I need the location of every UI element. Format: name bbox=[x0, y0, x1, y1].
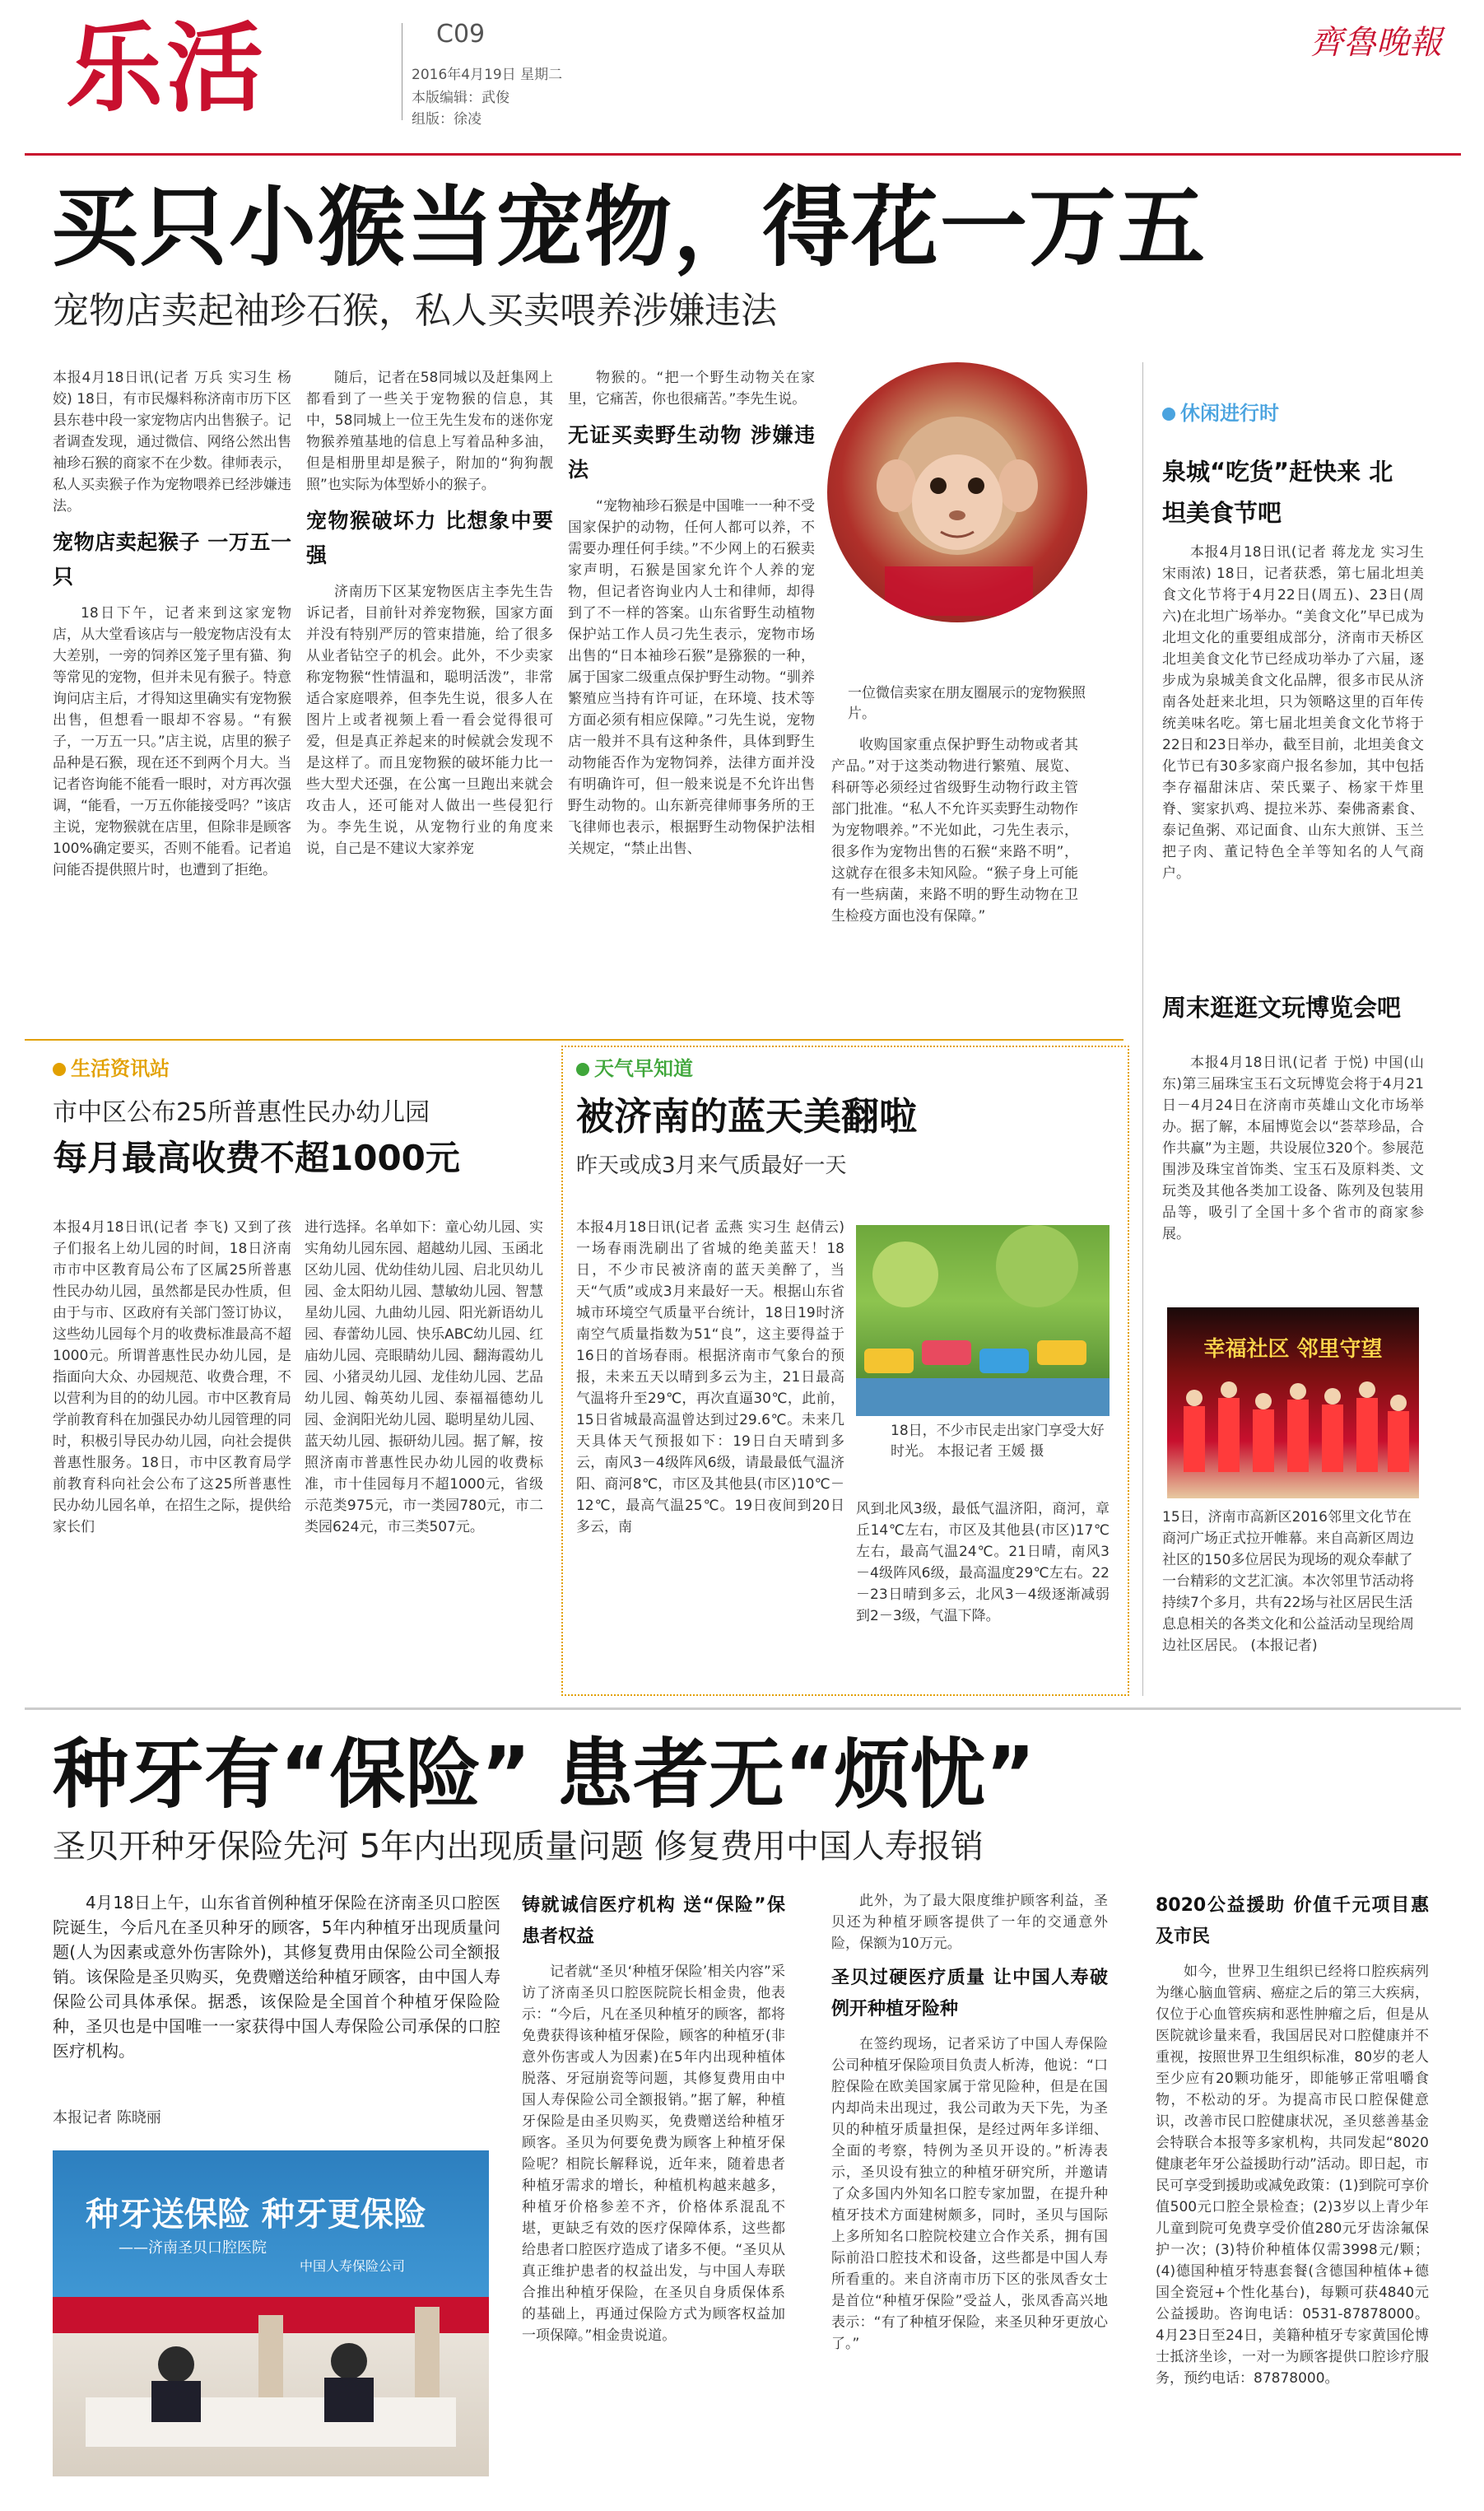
leisure-label-text: 休闲进行时 bbox=[1180, 402, 1279, 425]
community-festival-banner: 幸福社区 邻里守望 bbox=[1203, 1337, 1383, 1362]
dental-col4-text: 如今，世界卫生组织已经将口腔疾病列为继心脑血管病、癌症之后的第三大疾病，仅位于心血管疾病和恶性肿瘤之后，但是从医院就诊量来看，我国居民对口腔健康并不重视，按照世界卫生组织标准，80岁的老人至少应有20颗功能牙，即能够正常咀嚼食物，不松动的牙。为提高市民口腔保健意识，改善市民口腔健康状况，圣贝慈善基金会特联合本报等多家机构，共同发起“8020健康老年牙公益援助行动”活动。即日起，市民可享受到援助或减免政策：(1)到院可享价值500元口腔全景检查；(2)3岁以上青少年儿童到院可免费享受价值280元牙齿涂氟保护一次；(3)特价种植体仅需3998元/颗；(4)德国种植牙特惠套餐(含德国种植体+德国全瓷冠+个性化基台)，每颗可获4840元公益援助。咨询电话：0531-87878000。4月23日至24日，美籍种植牙专家黄国伦博士抵济坐诊，一对一为顾客提供口腔诊疗服务，预约电话：87878000。 bbox=[1156, 1964, 1429, 2387]
weather-subtitle: 昨天或成3月来气质最好一天 bbox=[576, 1153, 847, 1178]
weather-col2-text: 风到北风3级，最低气温济阳，商河，章丘14℃左右，市区及其他县(市区)17℃左右，最高气温24℃。21日晴，南风3－4级阵风6级，最高温度29℃左右。22－23日晴到多云，北风3－4级逐渐减弱到2－3级，气温下降。 bbox=[856, 1501, 1110, 1624]
sidebar-divider bbox=[1142, 362, 1143, 1696]
weather-photo-caption: 18日，不少市民走出家门享受大好时光。 本报记者 王媛 摄 bbox=[891, 1423, 1105, 1460]
dental-signing-photo bbox=[53, 2150, 489, 2476]
food-festival-body bbox=[1162, 542, 1424, 953]
life-info-label-text: 生活资讯站 bbox=[71, 1057, 170, 1080]
dental-col-3 bbox=[831, 1890, 1108, 2483]
weather-col1-text: 本报4月18日讯(记者 孟燕 实习生 赵倩云) 一场春雨洗刷出了省城的绝美蓝天！18日，不少市民被济南的蓝天美醉了，当天“气质”或成3月来最好一天。根据山东省城市环境空气质量平台统计，18日19时济南空气质量指数为51“良”，这主要得益于16日的首场春雨。根据济南市气象台的预报，未来五天以晴到多云为主，21日最高气温将升至29℃，再次直逼30℃，此前，15日省城最高温曾达到过29.6℃。未来几天具体天气预报如下：19日白天晴到多云，南风3－4级阵风6级，请最最低气温济阳、商河8℃，市区及其他县(市区)10℃－12℃，最高气温25℃。19日夜间到20日多云，南 bbox=[576, 1219, 844, 1535]
section-title: 乐活 bbox=[66, 12, 267, 125]
weather-title: 被济南的蓝天美翻啦 bbox=[576, 1094, 917, 1139]
page-number: C09 bbox=[436, 20, 486, 49]
monkey-col-4 bbox=[831, 734, 1078, 1009]
weather-col-1 bbox=[576, 1217, 844, 1679]
monkey-subheadline: 宠物店卖起袖珍石猴，私人买卖喂养涉嫌违法 bbox=[53, 290, 777, 332]
park-boats-icon bbox=[856, 1225, 1110, 1416]
community-festival-photo bbox=[1167, 1307, 1419, 1498]
page-layout-credit: 组版：徐凌 bbox=[412, 111, 481, 128]
food-festival-text: 本报4月18日讯(记者 蒋龙龙 实习生 宋雨浓) 18日，记者获悉，第七届北坦美食文化节将于4月22日(周五)、23日(周六)在北坦广场举办。“美食文化”早已成为北坦文化的重要组成部分，济南市天桥区北坦美食文化节已经成功举办了六届，逐步成为泉城美食文化品牌，很多市民从济南各处赶来北坦，只为领略这里的百年传统美味名吃。第七届北坦美食文化节将于22日和23日举办，截至目前，北坦美食文化节已有30多家商户报名参加，其中包括李存福甜沫店、荣氏粟子、杨家干炸里脊、窦家扒鸡、提拉米苏、秦佛斋素食、泰记鱼粥、邓记面食、山东大煎饼、玉兰把子肉、董记特色全羊等知名的人气商户。 bbox=[1162, 544, 1424, 882]
monkey-col3-body2: “宠物袖珍石猴是中国唯一一种不受国家保护的动物，任何人都可以养，不需要办理任何手续。”不少网上的石猴卖家声明，石猴是国家允许个人养的宠物，但记者咨询业内人士和律师，却得到了不一样的答案。山东省野生动植物保护站工作人员刁先生表示，宠物市场出售的“日本袖珍石猴”是猕猴的一种，属于国家二级重点保护野生动物。“驯养繁殖应当持有许可证，在环境、技术等方面必须有相应保障。”刁先生说，宠物店一般并不具有这种条件，具体到野生动物能否作为宠物饲养，法律方面并没有明确许可，但一般来说是不允许出售野生动物的。山东新亮律师事务所的王飞律师也表示，根据野生动物保护法相关规定，“禁止出售、 bbox=[568, 498, 815, 857]
monkey-photo bbox=[827, 362, 1087, 622]
dancers-icon bbox=[1167, 1307, 1419, 1498]
bullet-icon bbox=[576, 1063, 589, 1076]
dental-photo-banner-2: ——济南圣贝口腔医院 bbox=[119, 2239, 267, 2257]
kindergarten-col-2 bbox=[305, 1217, 543, 1688]
kindergarten-col2-text: 进行选择。名单如下：童心幼儿园、实实角幼儿园东园、超越幼儿园、玉函北区幼儿园、优幼佳幼儿园、启北贝幼儿园、金太阳幼儿园、慧敏幼儿园、智慧星幼儿园、九曲幼儿园、阳光新语幼儿园、春蕾幼儿园、快乐ABC幼儿园、红庙幼儿园、亮眼睛幼儿园、翻海霞幼儿园、小猪灵幼儿园、龙佳幼儿园、艺品幼儿园、翰英幼儿园、泰福福德幼儿园、金润阳光幼儿园、聪明星幼儿园、蓝天幼儿园、振研幼儿园。据了解，按照济南市普惠性民办幼儿园的收费标准，市十佳园每月不超1000元，省级示范类975元，市一类园780元，市二类园624元，市三类507元。 bbox=[305, 1219, 543, 1535]
antique-fair-body bbox=[1162, 1052, 1424, 1291]
dental-col3-text-1: 此外，为了最大限度维护顾客利益，圣贝还为种植牙顾客提供了一年的交通意外险，保额为10万元。 bbox=[831, 1893, 1108, 1952]
antique-fair-text: 本报4月18日讯(记者 于悦) 中国(山东)第三届珠宝玉石文玩博览会将于4月21日－4月24日在济南市英雄山文化市场举办。据了解，本届博览会以“荟萃珍品，合作共赢”为主题，共设展位320个。参展范围涉及珠宝首饰类、宝玉石及原料类、文玩类及其他各类加工设备、陈列及包装用品等，吸引了全国十多个省市的商家参展。 bbox=[1162, 1055, 1424, 1242]
community-festival-caption: 15日，济南市高新区2016邻里文化节在商河广场正式拉开帷幕。来自高新区周边社区的150多位居民为现场的观众奉献了一台精彩的文艺汇演。本次邻里节活动将持续7个多月，共有22场与社区居民生活息息相关的各类文化和公益活动呈现给周边社区居民。 (本报记者) bbox=[1162, 1509, 1414, 1654]
monkey-headline: 买只小猴当宠物，得花一万五 bbox=[51, 177, 1207, 278]
monkey-icon bbox=[827, 362, 1087, 622]
weather-label-text: 天气早知道 bbox=[594, 1057, 693, 1080]
dental-photo-banner-1: 种牙送保险 种牙更保险 bbox=[86, 2196, 426, 2234]
dental-col4-subhead: 8020公益援助 价值千元项目惠及市民 bbox=[1156, 1895, 1429, 1947]
paper-logo: 齊魯晚報 bbox=[1310, 24, 1442, 62]
monkey-lead: 本报4月18日讯(记者 万兵 实习生 杨姣) 18日，有市民爆料称济南市历下区县东巷中段一家宠物店内出售猴子。记者调查发现，通过微信、网络公然出售袖珍石猴的商家不在少数。律师表示，私人买卖猴子作为宠物喂养已经涉嫌违法。 bbox=[53, 370, 291, 515]
monkey-col-1 bbox=[53, 367, 291, 1009]
masthead bbox=[0, 0, 1484, 156]
dental-col-2 bbox=[522, 1890, 785, 2483]
masthead-rule bbox=[25, 153, 1461, 156]
antique-fair-title: 周末逛逛文玩博览会吧 bbox=[1162, 994, 1402, 1022]
kindergarten-col-1 bbox=[53, 1217, 291, 1688]
bullet-icon bbox=[53, 1063, 66, 1076]
monkey-col2-body2: 济南历下区某宠物医店主李先生告诉记者，目前针对养宠物猴，国家方面并没有特别严厉的管束措施，给了很多从业者钻空子的机会。此外，不少卖家称宠物猴“性情温和，聪明活泼”，非常适合家庭喂养，但李先生说，很多人在图片上或者视频上看一看会觉得很可爱，但是真正养起来的时候就会发现不是这样了。而且宠物猴的破坏能力比一些大型犬还强，在公寓一旦跑出来就会攻击人，还可能对人做出一些侵犯行为。李先生说，从宠物行业的角度来说，自己是不建议大家养宠 bbox=[306, 584, 553, 857]
mid-rule bbox=[25, 1039, 1123, 1041]
monkey-col2-subhead: 宠物猴破坏力 比想象中要强 bbox=[306, 509, 553, 567]
dental-headline: 种牙有“保险” 患者无“烦忧” bbox=[53, 1731, 1035, 1819]
bullet-icon bbox=[1162, 408, 1175, 421]
monkey-col-3 bbox=[568, 367, 815, 1009]
monkey-col3-body1: 物猴的。“把一个野生动物关在家里，它痛苦，你也很痛苦。”李先生说。 bbox=[568, 370, 815, 408]
monkey-col4-body: 收购国家重点保护野生动物或者其产品。”对于这类动物进行繁殖、展览、科研等必须经过省级野生动物行政主管部门批准。“私人不允许买卖野生动物作为宠物喂养。”不光如此，刁先生表示，很多作为宠物出售的石猴“来路不明”，这就存在很多未知风险。“猴子身上可能有一些病菌，来路不明的野生动物在卫生检疫方面也没有保障。” bbox=[831, 737, 1078, 925]
weather-photo bbox=[856, 1225, 1110, 1416]
dental-col3-subhead: 圣贝过硬医疗质量 让中国人寿破例开种植牙险种 bbox=[831, 1968, 1108, 2020]
monkey-col2-body1: 随后，记者在58同城以及赶集网上都看到了一些关于宠物猴的信息，其中，58同城上一位王先生发布的迷你宠物猴养殖基地的信息上写着品种多油，但是相册里却是猴子，附加的“狗狗靓照”也实际为体型娇小的猴子。 bbox=[306, 370, 553, 493]
kindergarten-col1-text: 本报4月18日讯(记者 李飞) 又到了孩子们报名上幼儿园的时间，18日济南市市中区教育局公布了区属25所普惠性民办幼儿园，虽然都是民办性质，但由于与市、区政府有关部门签订协议，这些幼儿园每个月的收费标准最高不超1000元。所谓普惠性民办幼儿园，是指面向大众、办园规范、收费合理，不以营利为目的的幼儿园。市中区教育局学前教育科在加强民办幼儿园管理的同时，积极引导民办幼儿园，向社会提供普惠性服务。18日，市中区教育局学前教育科向社会公布了这25所普惠性民办幼儿园名单，在招生之际，提供给家长们 bbox=[53, 1219, 291, 1535]
dental-col2-subhead: 铸就诚信医疗机构 送“保险”保患者权益 bbox=[522, 1895, 785, 1947]
dental-subheadline: 圣贝开种牙保险先河 5年内出现质量问题 修复费用中国人寿报销 bbox=[53, 1828, 984, 1866]
weather-section-label bbox=[576, 1052, 693, 1081]
issue-date: 2016年4月19日 星期二 bbox=[412, 67, 563, 83]
food-festival-title: 泉城“吃货”赶快来 北坦美食节吧 bbox=[1162, 458, 1393, 527]
kindergarten-title-1: 市中区公布25所普惠性民办幼儿园 bbox=[53, 1098, 430, 1127]
dental-lead-text: 4月18日上午，山东省首例种植牙保险在济南圣贝口腔医院诞生，今后凡在圣贝种牙的顾客，5年内种植牙出现质量问题(人为因素或意外伤害除外)，其修复费用由保险公司全额报销。该保险是圣贝购买，免费赠送给种植牙顾客，由中国人寿保险公司具体承保。据悉，该保险是全国首个种植牙保险险种，圣贝也是中国唯一一家获得中国人寿保险公司承保的口腔医疗机构。 bbox=[53, 1893, 500, 2061]
monkey-col1-subhead: 宠物店卖起猴子 一万五一只 bbox=[53, 530, 291, 589]
dental-top-rule bbox=[25, 1707, 1461, 1710]
weather-col-2 bbox=[856, 1498, 1110, 1679]
kindergarten-title-2: 每月最高收费不超1000元 bbox=[53, 1138, 460, 1178]
dental-col3-text-2: 在签约现场，记者采访了中国人寿保险公司种植牙保险项目负责人析涛，他说：“口腔保险在欧美国家属于常见险种，但是在国内却尚未出现过，我公司敢为天下先，为圣贝的种植牙质量担保，是经过两年多详细、全面的考察，特例为圣贝开设的。”析涛表示，圣贝设有独立的种植牙研究所，并邀请了众多国内外知名口腔专家加盟，在提升种植牙技术方面建树颇多，同时，圣贝与国际上多所知名口腔院校建立合作关系，拥有国际前沿口腔技术和设备，这些都是中国人寿所看重的。来自济南市历下区的张凤香女士是首位“种植牙保险”受益人，张凤香高兴地表示：“有了种植牙保险，来圣贝种牙更放心了。” bbox=[831, 2036, 1108, 2352]
monkey-col3-subhead: 无证买卖野生动物 涉嫌违法 bbox=[568, 423, 815, 482]
dental-col2-text: 记者就“圣贝‘种植牙保险’相关内容”采访了济南圣贝口腔医院院长相金贵，他表示：“今后，凡在圣贝种植牙的顾客，都将免费获得该种植牙保险，顾客的种植牙(非意外伤害或人为因素)在5年内出现种植体脱落、牙冠崩瓷等问题，其修复费用由中国人寿保险公司全额报销。”据了解，种植牙保险是由圣贝购买，免费赠送给种植牙顾客。圣贝为何要免费为顾客上种植牙保险呢？相院长解释说，近年来，随着患者种植牙需求的增长，种植机构越来越多，种植牙价格参差不齐，价格体系混乱不堪，更缺乏有效的医疗保障体系，这些都给患者口腔医疗造成了诸多不便。“圣贝从真正维护患者的权益出发，与中国人寿联合推出种植牙保险，在圣贝自身质保体系的基础上，再通过保险方式为顾客权益加一项保障。”相金贵说道。 bbox=[522, 1964, 785, 2344]
dental-photo-banner-3: 中国人寿保险公司 bbox=[300, 2258, 406, 2274]
signing-ceremony-icon bbox=[53, 2150, 489, 2476]
page-editor: 本版编辑：武俊 bbox=[412, 90, 509, 106]
monkey-photo-caption: 一位微信卖家在朋友圈展示的宠物猴照片。 bbox=[848, 685, 1086, 722]
monkey-col-2 bbox=[306, 367, 553, 1009]
life-info-section-label bbox=[53, 1052, 170, 1081]
monkey-col1-body: 18日下午，记者来到这家宠物店，从大堂看该店与一般宠物店没有太大差别，一旁的饲养区笼子里有猫、狗等常见的宠物，但并未见有猴子。特意询问店主后，才得知这里确实有宠物猴出售，但想看一眼却不容易。“有猴子，一万五一只。”店主说，店里的猴子品种是石猴，现在还不到两个月大。当记者咨询能不能看一眼时，对方再次强调，“能看，一万五你能接受吗？”该店主说，宠物猴就在店里，但除非是顾客100%确定要买，否则不能看。记者追问能否提供照片时，也遭到了拒绝。 bbox=[53, 605, 291, 878]
dental-col-4 bbox=[1156, 1890, 1429, 2483]
leisure-section-label bbox=[1162, 397, 1279, 426]
dental-lead bbox=[53, 1890, 500, 2088]
dental-byline: 本报记者 陈晓丽 bbox=[53, 2109, 161, 2127]
